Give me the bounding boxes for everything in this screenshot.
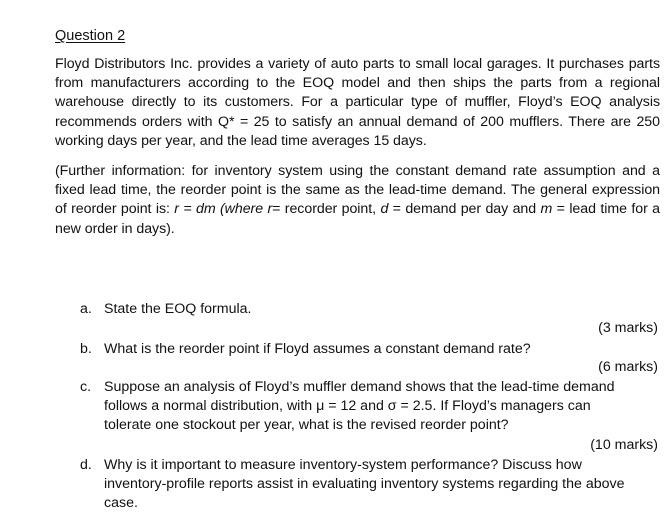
sub-question-text: What is the reorder point if Floyd assumes a constant demand rate?	[104, 341, 531, 357]
paragraph-2-part-3: = demand per day and	[388, 201, 541, 218]
variable-d: d	[380, 201, 389, 218]
sub-question-text: State the EOQ formula.	[104, 301, 252, 317]
sub-question-letter: c.	[80, 379, 92, 395]
question-title: Question 2	[55, 28, 126, 44]
question-paragraph-2	[55, 162, 660, 239]
reorder-formula: r = dm (where r	[174, 201, 273, 218]
paragraph-2-part-1: (Further information: for inventory system using the constant demand rate assumption and a fixed lead time, the reorder point is the same as the lead-time demand. The general expression of reorder point is:	[55, 163, 660, 218]
marks-c: (10 marks)	[590, 437, 658, 453]
paragraph-2-part-2: = recorder point,	[272, 201, 381, 218]
marks-a: (3 marks)	[598, 320, 658, 336]
sub-question-letter: b.	[80, 341, 92, 357]
sub-question-text: Why is it important to measure inventory-system performance? Discuss how inventory-profile reports assist in evaluating inventory systems regarding the above case.	[104, 457, 625, 512]
question-paragraph-1: Floyd Distributors Inc. provides a variety of auto parts to small local garages. It purchases parts from manufacturers according to the EOQ model and then ships the parts from a regional warehouse directly to its customers. For a particular type of muffler, Floyd’s EOQ analysis recommends orders with Q* = 25 to satisfy an annual demand of 200 mufflers. There are 250 working days per year, and the lead time averages 15 days.	[55, 56, 660, 149]
paragraph-2-part-4: = lead time for a new order in days).	[55, 201, 660, 237]
sub-question-letter: d.	[80, 457, 92, 473]
sub-question-text: Suppose an analysis of Floyd’s muffler demand shows that the lead-time demand follows a normal distribution, with μ = 12 and σ = 2.5. If Floyd’s managers can tolerate one stockout per year, what is the revised reorder point?	[104, 379, 615, 434]
variable-m: m	[540, 201, 553, 218]
sub-question-letter: a.	[80, 301, 92, 317]
marks-b: (6 marks)	[598, 359, 658, 375]
